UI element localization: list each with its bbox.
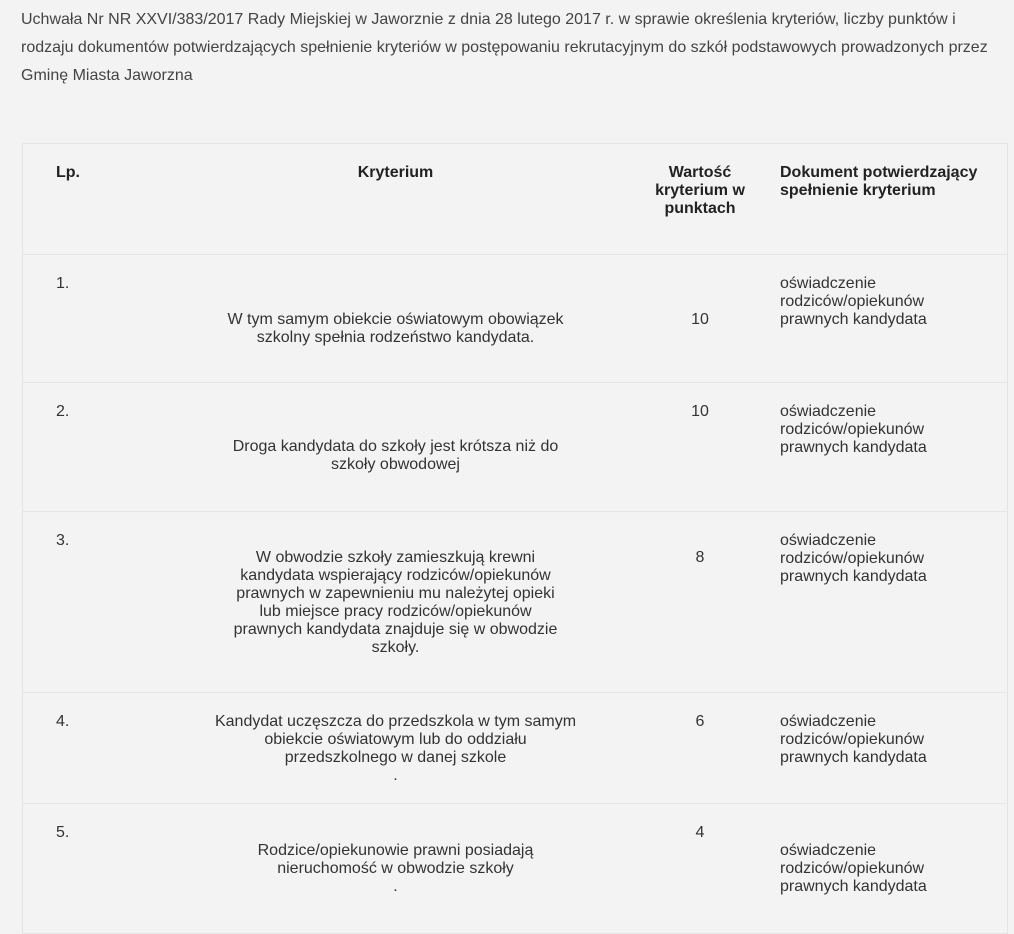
row-dokument-text: oświadczenie rodziców/opiekunów prawnych kandydata (780, 712, 927, 766)
table-header-row (23, 144, 1007, 254)
row-kryterium-tail: . (393, 877, 398, 895)
header-dokument (752, 144, 1007, 254)
row-kryterium (143, 382, 648, 511)
table-row (23, 803, 1007, 933)
header-kryterium: Kryterium (143, 144, 648, 254)
row-lp: 5. (56, 823, 70, 841)
row-kryterium-text: Droga kandydata do szkoły jest krótsza niż do szkoły obwodowej (232, 437, 559, 473)
row-wartosc: 10 (648, 382, 752, 511)
row-kryterium-text: W tym samym obiekcie oświatowym obowiązek szkolny spełnia rodzeństwo kandydata. (227, 310, 564, 346)
row-dokument (752, 254, 1007, 382)
row-lp: 4. (23, 692, 143, 803)
row-lp: 2. (23, 382, 143, 511)
row-kryterium (143, 803, 648, 933)
row-dokument-text: oświadczenie rodziców/opiekunów prawnych kandydata (780, 274, 927, 328)
row-dokument (752, 382, 1007, 511)
row-kryterium-tail: . (393, 766, 398, 784)
row-wartosc: 10 (648, 254, 752, 382)
header-wartosc (648, 144, 752, 254)
table-row (23, 511, 1007, 692)
row-dokument-text: oświadczenie rodziców/opiekunów prawnych kandydata (780, 402, 927, 456)
document-intro: Uchwała Nr NR XXVI/383/2017 Rady Miejskiej w Jaworznie z dnia 28 lutego 2017 r. w sprawie określenia kryteriów, liczby punktów i rodzaju dokumentów potwierdzających spełnienie kryteriów w postępowaniu rekrutacyjnym do szkół podstawowych prowadzonych przez Gminę Miasta Jaworzna (21, 11, 988, 84)
row-dokument (752, 511, 1007, 692)
row-wartosc: 4 (695, 823, 705, 841)
row-lp: 1. (23, 254, 143, 382)
row-dokument (752, 803, 1007, 933)
row-kryterium-text: Kandydat uczęszcza do przedszkola w tym samym obiekcie oświatowym lub do oddziału przedszkolnego w danej szkole (214, 712, 577, 766)
row-kryterium (143, 692, 648, 803)
row-wartosc: 8 (648, 511, 752, 692)
row-lp: 3. (23, 511, 143, 692)
table-row (23, 254, 1007, 382)
row-kryterium-text: Rodzice/opiekunowie prawni posiadają nieruchomość w obwodzie szkoły (257, 841, 534, 877)
header-wartosc-text: Wartość kryterium w punktach (655, 164, 745, 217)
criteria-table (22, 143, 1008, 934)
row-dokument-text: oświadczenie rodziców/opiekunów prawnych kandydata (780, 841, 927, 895)
table-row (23, 382, 1007, 511)
row-kryterium (143, 254, 648, 382)
header-dokument-text: Dokument potwierdzający spełnienie kryterium (780, 164, 978, 199)
row-wartosc: 6 (648, 692, 752, 803)
row-dokument-text: oświadczenie rodziców/opiekunów prawnych kandydata (780, 531, 927, 585)
row-kryterium-text: W obwodzie szkoły zamieszkują krewni kandydata wspierający rodziców/opiekunów prawnych w zapewnieniu mu należytej opieki lub miejsce pracy rodziców/opiekunów prawnych kandydata znajduje się w obwodzie szkoły. (233, 548, 558, 656)
header-lp: Lp. (23, 144, 143, 254)
row-kryterium (143, 511, 648, 692)
table-row (23, 692, 1007, 803)
row-dokument (752, 692, 1007, 803)
